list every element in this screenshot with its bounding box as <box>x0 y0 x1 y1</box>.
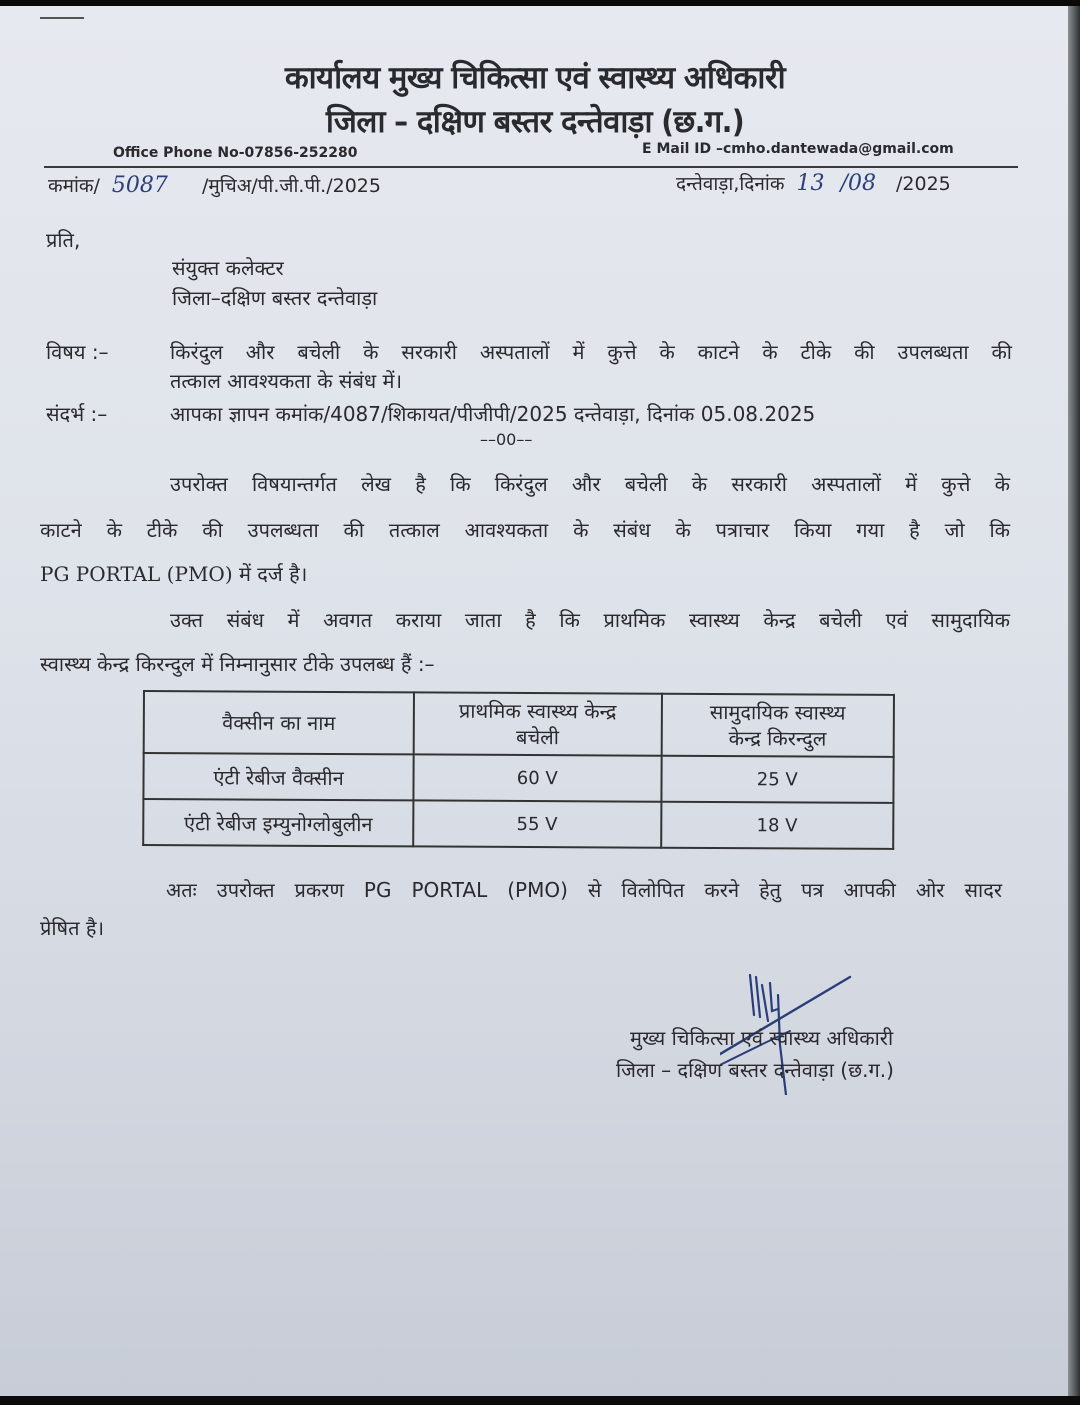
kirandul-count: 18 V <box>661 802 894 849</box>
table-row <box>143 799 893 849</box>
date-year: /2025 <box>896 173 951 195</box>
signatory-district: जिला – दक्षिण बस्तर दन्तेवाड़ा (छ.ग.) <box>616 1058 894 1082</box>
table-header-row <box>144 691 894 757</box>
office-phone: Office Phone No-07856-252280 <box>113 145 358 161</box>
vaccine-name: एंटी रेबीज इम्युनोग्लोबुलीन <box>143 799 413 846</box>
paragraph2-line1: उक्त संबंध में अवगत कराया जाता है कि प्राथमिक स्वास्थ्य केन्द्र बचेली एवं सामुदायिक <box>170 608 1010 632</box>
recipient-line2: जिला–दक्षिण बस्तर दन्तेवाड़ा <box>172 286 378 310</box>
paragraph1-line2: काटने के टीके की उपलब्धता की तत्काल आवश्यकता के संबंध के पत्राचार किया गया है जो कि <box>40 518 1010 542</box>
subject-line1: किरंदुल और बचेली के सरकारी अस्पतालों में कुत्ते के काटने के टीके की उपलब्धता की <box>170 340 1012 364</box>
header-divider <box>44 166 1018 168</box>
header-vaccine-name-text: वैक्सीन का नाम <box>222 710 336 736</box>
header-chc-line1: सामुदायिक स्वास्थ्य <box>709 699 846 725</box>
vaccine-availability-table <box>142 690 895 850</box>
context-text: आपका ज्ञापन कमांक/4087/शिकायत/पीजीपी/2025 दन्तेवाड़ा, दिनांक 05.08.2025 <box>170 402 816 426</box>
date-day-handwritten: 13 <box>796 171 825 196</box>
bacheli-count: 55 V <box>413 800 661 847</box>
signatory-designation: मुख्य चिकित्सा एवं स्वास्थ्य अधिकारी <box>630 1026 894 1050</box>
pen-mark <box>40 17 84 19</box>
reference-prefix: कमांक/ <box>48 175 100 197</box>
bacheli-count: 60 V <box>413 754 661 801</box>
recipient-line1: संयुक्त कलेक्टर <box>172 256 284 280</box>
paragraph1-line1: उपरोक्त विषयान्तर्गत लेख है कि किरंदुल और बचेली के सरकारी अस्पतालों में कुत्ते के <box>170 472 1010 496</box>
subject-label: विषय :– <box>46 340 109 364</box>
vaccine-name: एंटी रेबीज वैक्सीन <box>143 753 413 800</box>
context-label: संदर्भ :– <box>46 402 108 426</box>
header-chc-kirandul <box>661 694 894 757</box>
header-phc-line2: बचेली <box>516 724 560 750</box>
header-chc-line2: केन्द्र किरन्दुल <box>728 726 827 751</box>
letter-date <box>676 170 951 196</box>
reference-suffix: /मुचिअ/पी.जी.पी./2025 <box>201 175 381 197</box>
reference-number <box>48 172 381 198</box>
separator: ––00–– <box>480 430 533 449</box>
date-month-handwritten: /08 <box>840 171 876 196</box>
header-vaccine-name <box>144 691 414 754</box>
paragraph1-line3: PG PORTAL (PMO) में दर्ज है। <box>40 562 308 586</box>
header-phc-line1: प्राथमिक स्वास्थ्य केन्द्र <box>458 698 617 724</box>
table-row <box>143 753 893 803</box>
photo-border-bottom <box>0 1396 1080 1405</box>
paragraph3-line1: अतः उपरोक्त प्रकरण PG PORTAL (PMO) से विलोपित करने हेतु पत्र आपकी ओर सादर <box>166 878 1002 902</box>
subject-line2: तत्काल आवश्यकता के संबंध में। <box>170 369 403 393</box>
kirandul-count: 25 V <box>661 756 894 803</box>
reference-number-handwritten: 5087 <box>111 173 168 198</box>
paragraph2-line2: स्वास्थ्य केन्द्र किरन्दुल में निम्नानुसार टीके उपलब्ध हैं :– <box>40 652 435 676</box>
date-prefix: दन्तेवाड़ा,दिनांक <box>676 173 785 195</box>
letterhead-title-line2: जिला – दक्षिण बस्तर दन्तेवाड़ा (छ.ग.) <box>325 104 745 140</box>
office-email: E Mail ID –cmho.dantewada@gmail.com <box>642 141 954 157</box>
letterhead-title-line1: कार्यालय मुख्य चिकित्सा एवं स्वास्थ्य अधिकारी <box>284 60 786 96</box>
to-label: प्रति, <box>46 228 81 252</box>
header-phc-bacheli <box>414 692 662 755</box>
paragraph3-line2: प्रेषित है। <box>40 916 105 940</box>
photo-edge-background <box>1068 6 1080 1396</box>
